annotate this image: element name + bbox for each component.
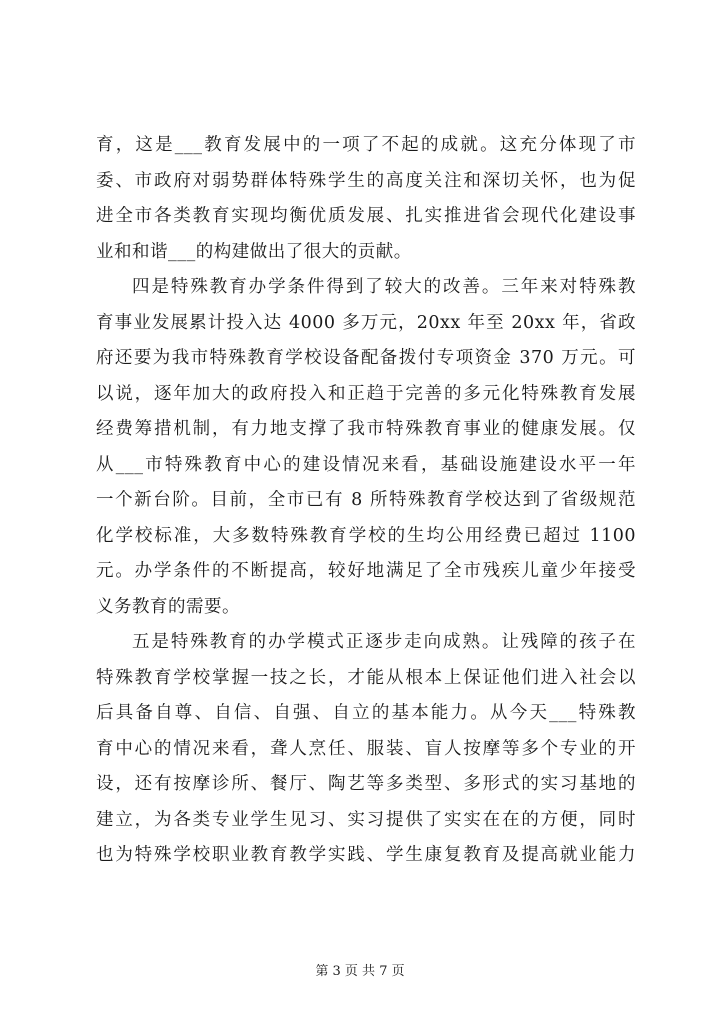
text-line: 后具备自尊、自信、自强、自立的基本能力。从今天___特殊教 [96,703,636,723]
text-line: 特殊教育学校掌握一技之长，才能从根本上保证他们进入社会以 [96,667,636,688]
text-line: 设，还有按摩诊所、餐厅、陶艺等多类型、多形式的实习基地的 [96,774,636,794]
text-line: 业和和谐___的构建做出了很大的贡献。 [96,241,412,262]
text-line: 四是特殊教育办学条件得到了较大的改善。三年来对特殊教 [132,277,636,297]
text-line: 育事业发展累计投入达 4000 多万元，20xx 年至 20xx 年，省政 [96,312,636,333]
text-line: 育中心的情况来看，聋人烹任、服装、盲人按摩等多个专业的开 [96,738,636,759]
text-line: 委、市政府对弱势群体特殊学生的高度关注和深切关怀，也为促 [96,170,636,191]
text-line: 从___市特殊教育中心的建设情况来看，基础设施建设水平一年 [96,454,636,475]
text-line: 经费筹措机制，有力地支撑了我市特殊教育事业的健康发展。仅 [96,419,636,439]
body-text [96,128,636,874]
text-line: 建立，为各类专业学生见习、实习提供了实实在在的方便，同时 [96,809,636,830]
text-line: 也为特殊学校职业教育教学实践、学生康复教育及提高就业能力 [96,845,636,865]
text-line: 进全市各类教育实现均衡优质发展、扎实推进省会现代化建设事 [96,206,636,226]
page-footer: 第 3 页 共 7 页 [315,964,405,979]
text-line: 府还要为我市特殊教育学校设备配备拨付专项资金 370 万元。可 [96,348,636,368]
text-line: 元。办学条件的不断提高，较好地满足了全市残疾儿童少年接受 [96,561,636,581]
text-line: 义务教育的需要。 [96,596,240,617]
text-line: 五是特殊教育的办学模式正逐步走向成熟。让残障的孩子在 [132,632,636,652]
text-line: 化学校标准，大多数特殊教育学校的生均公用经费已超过 1100 [96,525,636,546]
text-line: 育，这是___教育发展中的一项了不起的成就。这充分体现了市 [96,135,636,155]
text-line: 一个新台阶。目前，全市已有 8 所特殊教育学校达到了省级规范 [96,490,636,510]
text-line: 以说，逐年加大的政府投入和正趋于完善的多元化特殊教育发展 [96,383,636,404]
